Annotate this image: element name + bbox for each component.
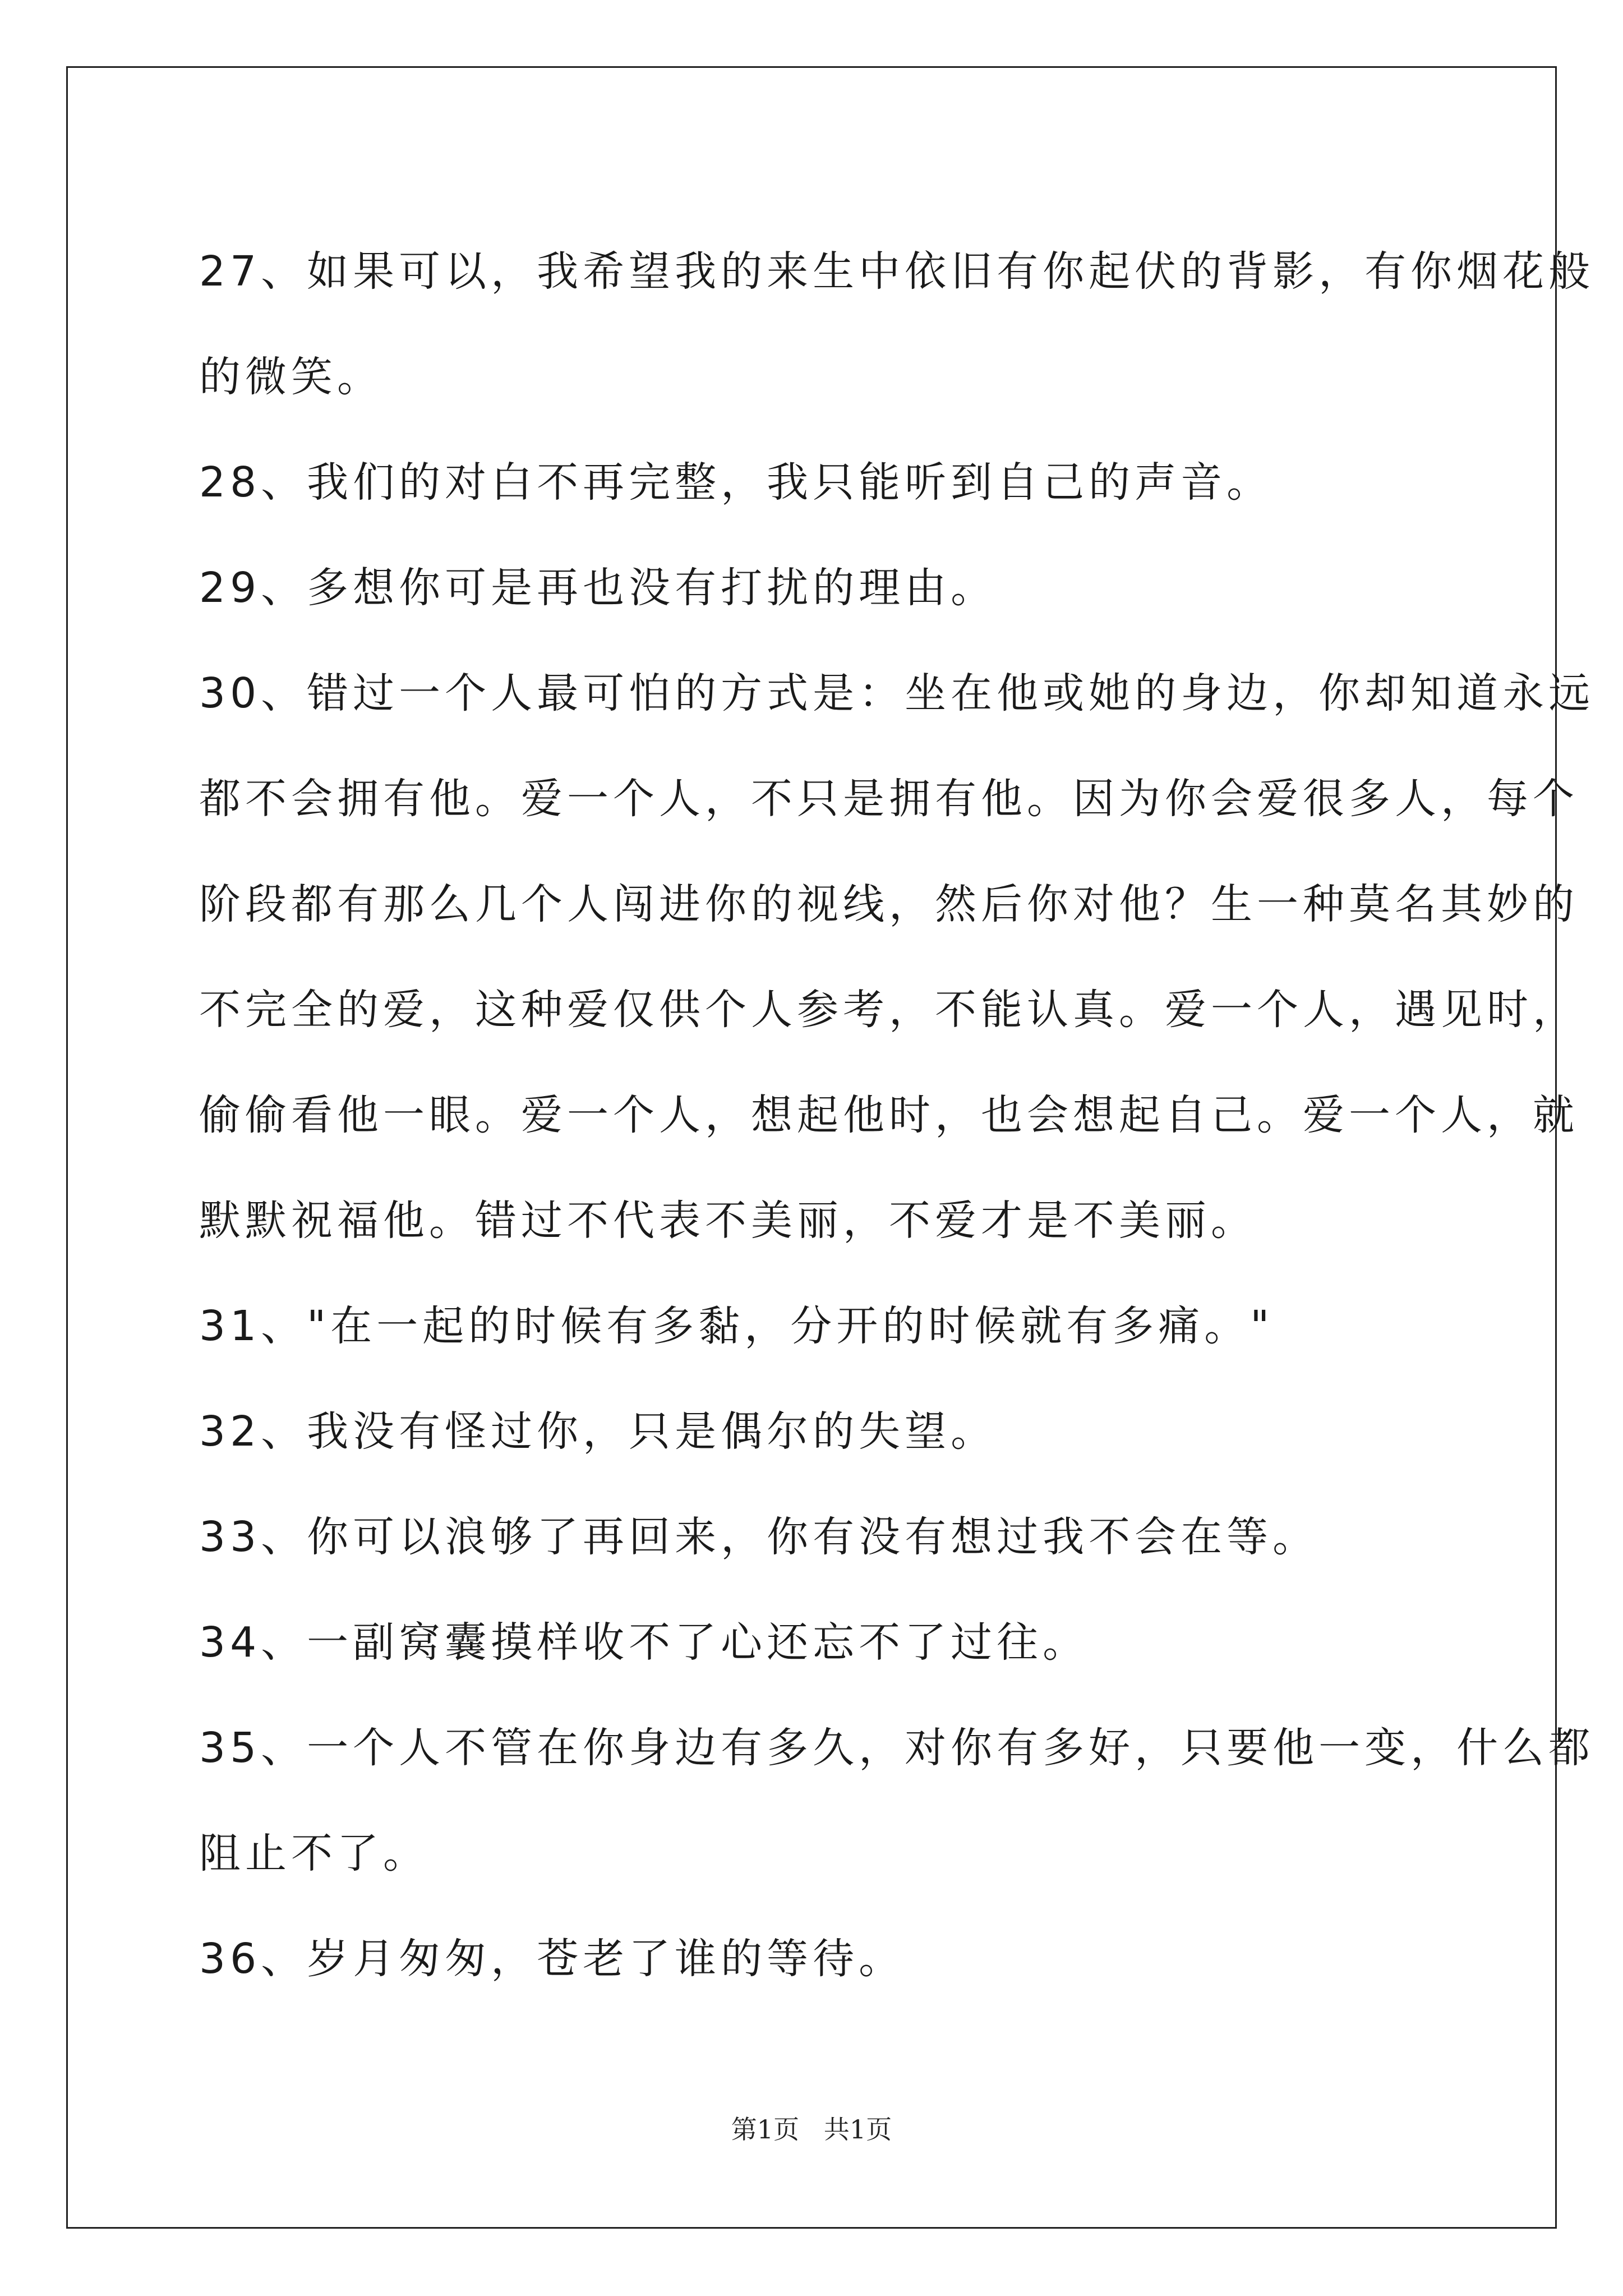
text-line: 阶段都有那么几个人闯进你的视线，然后你对他？生一种莫名其妙的 xyxy=(199,880,1579,928)
text-line: 29、多想你可是再也没有打扰的理由。 xyxy=(199,564,997,612)
text-line: 31、"在一起的时候有多黏，分开的时候就有多痛。" xyxy=(199,1302,1274,1350)
text-line: 35、一个人不管在你身边有多久，对你有多好，只要他一变，什么都 xyxy=(199,1724,1595,1772)
text-line: 都不会拥有他。爱一个人，不只是拥有他。因为你会爱很多人，每个 xyxy=(199,775,1579,823)
text-line: 28、我们的对白不再完整，我只能听到自己的声音。 xyxy=(199,458,1273,507)
text-line: 32、我没有怪过你，只是偶尔的失望。 xyxy=(199,1407,997,1456)
text-line: 36、岁月匆匆，苍老了谁的等待。 xyxy=(199,1935,905,1983)
text-line: 27、如果可以，我希望我的来生中依旧有你起伏的背影，有你烟花般 xyxy=(199,247,1595,296)
text-line: 偷偷看他一眼。爱一个人，想起他时，也会想起自己。爱一个人，就 xyxy=(199,1091,1579,1139)
text-line: 的微笑。 xyxy=(199,353,383,401)
text-line: 默默祝福他。错过不代表不美丽，不爱才是不美丽。 xyxy=(199,1197,1257,1245)
text-line: 34、一副窝囊摸样收不了心还忘不了过往。 xyxy=(199,1618,1089,1667)
page-number-footer: 第1页 共1页 xyxy=(731,2114,892,2145)
text-line: 33、你可以浪够了再回来，你有没有想过我不会在等。 xyxy=(199,1513,1319,1561)
text-line: 阻止不了。 xyxy=(199,1829,429,1878)
text-line: 30、错过一个人最可怕的方式是：坐在他或她的身边，你却知道永远 xyxy=(199,669,1595,717)
text-line: 不完全的爱，这种爱仅供个人参考，不能认真。爱一个人，遇见时， xyxy=(199,986,1579,1034)
document-body xyxy=(199,219,1595,2012)
